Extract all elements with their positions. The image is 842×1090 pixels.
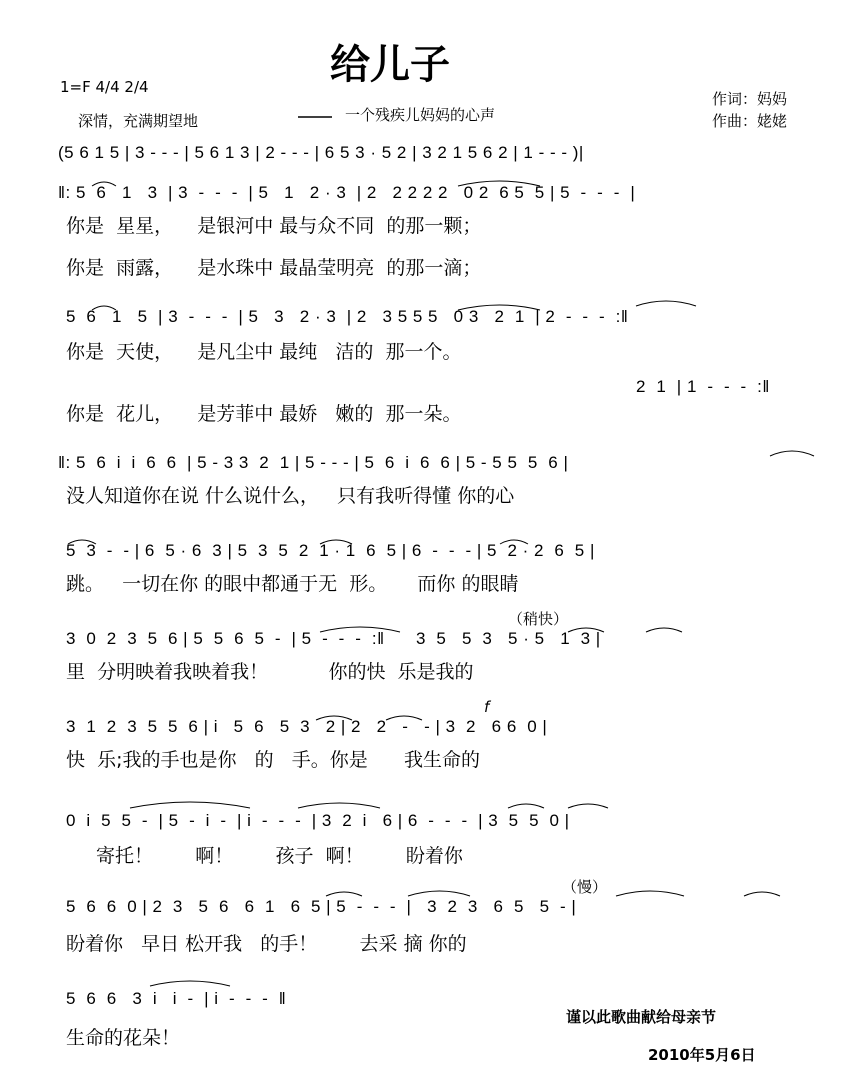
notation-line-9: 5 6 6 0 | 2 3 5 6 6 1 6 5 | 5 - - - | 3 2 3 6 5 5 - | [66, 897, 577, 916]
lyric-line-9: 盼着你 早日 松开我 的手！ 去采 摘 你的 [66, 933, 467, 955]
key-signature: 1=F 4/4 2/4 [60, 78, 149, 96]
lyric-line-5: 跳。 一切在你 的眼中都通于无 形。 而你 的眼睛 [66, 573, 519, 595]
lyric-line-7: 快 乐;我的手也是你 的 手。你是 我生命的 [66, 749, 480, 771]
intro-notes: (5 6 1 5 | 3 - - - | 5 6 1 3 | 2 - - - | 6 5 3 · 5 2 | 3 2 1 5 6 2 | 1 - - - )| [58, 143, 584, 162]
lyric-line-1a: 你是 星星， 是银河中 最与众不同 的那一颗； [66, 215, 482, 237]
notation-line-5: 5 3 - - | 6 5 · 6 3 | 5 3 5 2 1 · 1 6 5 | 6 - - - | 5 2 · 2 6 5 | [66, 541, 595, 560]
notation-line-10: 5 6 6 3 i i - | i - - - ‖ [66, 989, 287, 1008]
forte-mark: f [484, 698, 490, 716]
date: 2010年5月6日 [648, 1046, 756, 1064]
notation-line-4: ‖: 5 6 i i 6 6 | 5 - 3 3 2 1 | 5 - - - | 5 6 i 6 6 | 5 - 5 5 5 6 | [58, 453, 569, 472]
lyric-line-10: 生命的花朵！ [66, 1027, 181, 1049]
composer-credit: 作曲：姥姥 [712, 112, 788, 130]
lyric-line-6: 里 分明映着我映着我！ 你的快 乐是我的 [66, 661, 474, 683]
song-title: 给儿子 [330, 42, 450, 88]
notation-line-7: 3 1 2 3 5 5 6 | i 5 6 5 3 2 | 2 2 - - | 3 2 6 6 0 | [66, 717, 548, 736]
notation-line-3: 2 1 | 1 - - - :‖ [636, 377, 770, 396]
notation-line-1: ‖: 5 6 1 3 | 3 - - - | 5 1 2 · 3 | 2 2 2 2 2 0 2 6 5 5 | 5 - - - | [58, 183, 636, 202]
lyric-line-1b: 你是 雨露， 是水珠中 最晶莹明亮 的那一滴； [66, 257, 482, 279]
lyric-line-2: 你是 天使， 是凡尘中 最纯 洁的 那一个。 [66, 341, 462, 363]
tempo-faster-mark: （稍快） [508, 610, 569, 628]
notation-line-8: 0 i 5 5 - | 5 - i - | i - - - | 3 2 i 6 | 6 - - - | 3 5 5 0 | [66, 811, 570, 830]
lyric-line-8: 寄托！ 啊！ 孩子 啊！ 盼着你 [96, 845, 463, 867]
lyric-line-4: 没人知道你在说 什么说什么， 只有我听得懂 你的心 [66, 485, 515, 507]
expression-mark: 深情，充满期望地 [78, 112, 199, 130]
lyricist-credit: 作词：妈妈 [712, 90, 788, 108]
dedication: 谨以此歌曲献给母亲节 [566, 1008, 717, 1026]
subtitle: 一个残疾儿妈妈的心声 [345, 106, 496, 124]
notation-line-2: 5 6 1 5 | 3 - - - | 5 3 2 · 3 | 2 3 5 5 5 0 3 2 1 | 2 - - - :‖ [66, 307, 629, 326]
notation-line-6: 3 0 2 3 5 6 | 5 5 6 5 - | 5 - - - :‖ 3 5 5 3 5 · 5 1 3 | [66, 629, 601, 648]
lyric-line-3: 你是 花儿， 是芳菲中 最娇 嫩的 那一朵。 [66, 403, 462, 425]
tempo-slower-mark: （慢） [562, 878, 608, 896]
